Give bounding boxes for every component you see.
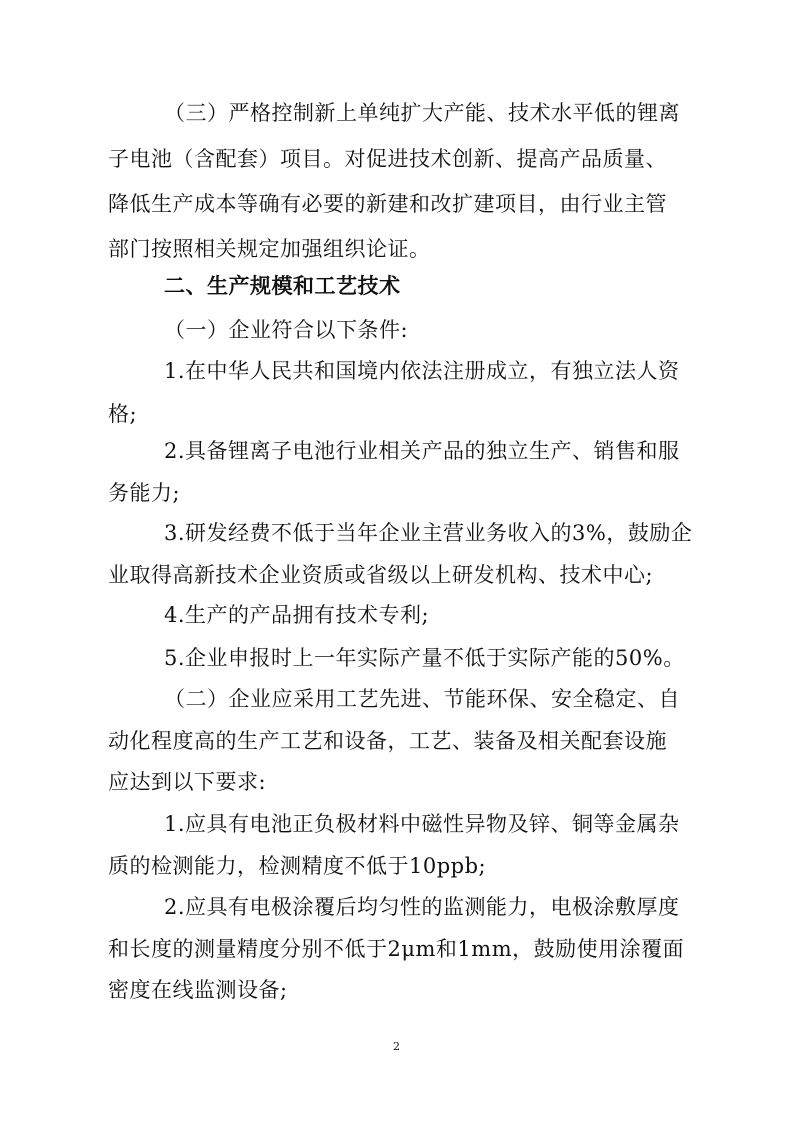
list-item-line: 质的检测能力，检测精度不低于10ppb; bbox=[108, 854, 487, 878]
paragraph-line: （二）企业应采用工艺先进、节能环保、安全稳定、自 bbox=[164, 687, 680, 711]
paragraph-line: 部门按照相关规定加强组织论证。 bbox=[108, 237, 431, 261]
list-item-line: 2.具备锂离子电池行业相关产品的独立生产、销售和服 bbox=[164, 439, 680, 463]
list-item-line: 业取得高新技术企业资质或省级以上研发机构、技术中心; bbox=[108, 563, 654, 587]
paragraph-line: 降低生产成本等确有必要的新建和改扩建项目，由行业主管 bbox=[108, 192, 667, 216]
list-item-line: 2.应具有电极涂覆后均匀性的监测能力，电极涂敷厚度 bbox=[164, 895, 680, 919]
list-item-line: 1.应具有电池正负极材料中磁性异物及锌、铜等金属杂 bbox=[164, 812, 680, 836]
paragraph-line: 子电池（含配套）项目。对促进技术创新、提高产品质量、 bbox=[108, 147, 667, 171]
page-number: 2 bbox=[393, 1040, 400, 1053]
subsection-heading: （一）企业符合以下条件: bbox=[164, 318, 409, 342]
paragraph-line: 动化程度高的生产工艺和设备，工艺、装备及相关配套设施 bbox=[108, 729, 667, 753]
list-item-line: 4.生产的产品拥有技术专利; bbox=[164, 603, 430, 627]
list-item-line: 1.在中华人民共和国境内依法注册成立，有独立法人资 bbox=[164, 359, 680, 383]
list-item-line: 5.企业申报时上一年实际产量不低于实际产能的50%。 bbox=[164, 646, 685, 670]
paragraph-line: 应达到以下要求: bbox=[108, 770, 267, 794]
list-item-line: 务能力; bbox=[108, 481, 181, 505]
list-item-line: 格; bbox=[108, 402, 138, 426]
list-item-line: 3.研发经费不低于当年企业主营业务收入的3%，鼓励企 bbox=[164, 521, 693, 545]
paragraph-line: （三）严格控制新上单纯扩大产能、技术水平低的锂离 bbox=[164, 101, 680, 125]
list-item-line: 和长度的测量精度分别不低于2μm和1mm，鼓励使用涂覆面 bbox=[108, 937, 685, 961]
section-heading: 二、生产规模和工艺技术 bbox=[164, 274, 401, 298]
list-item-line: 密度在线监测设备; bbox=[108, 978, 288, 1002]
